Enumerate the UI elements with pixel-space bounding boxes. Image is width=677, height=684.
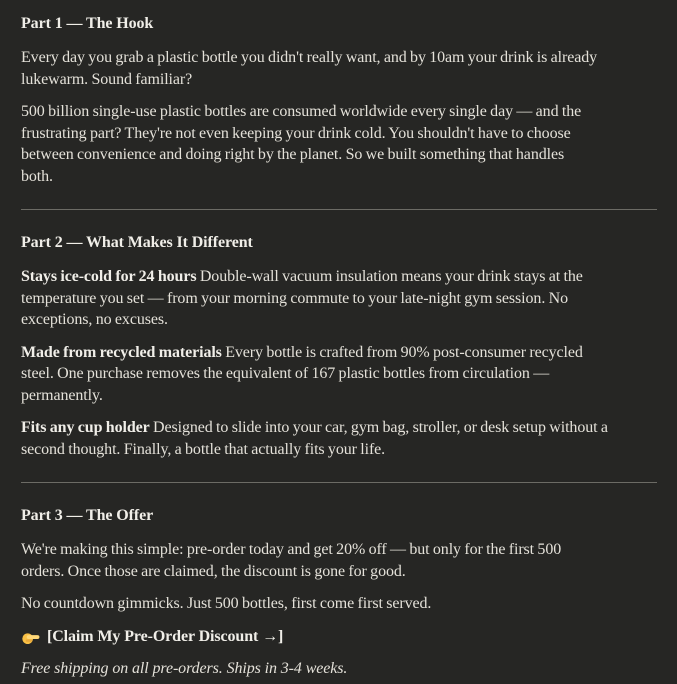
text-line: 500 billion single-use plastic bottles are consumed worldwide every single day — and the — [21, 103, 582, 120]
text-line: We're making this simple: pre-order today and get 20% off — but only for the first 500 — [21, 541, 562, 558]
section-divider — [21, 482, 657, 483]
feature-lead: Fits any cup holder — [21, 419, 150, 436]
text-line: temperature you set — from your morning commute to your late-night gym session. No — [21, 289, 568, 307]
paragraph — [21, 101, 657, 187]
section-part3 — [21, 505, 657, 680]
part2-heading: Part 2 — What Makes It Different — [21, 234, 253, 251]
feature-paragraph — [21, 342, 657, 407]
paragraph — [21, 539, 657, 582]
text-line: orders. Once those are claimed, the discount is gone for good. — [21, 562, 406, 580]
text-line — [21, 266, 657, 288]
text-line — [21, 342, 657, 364]
section-part2 — [21, 232, 657, 460]
text-line: lukewarm. Sound familiar? — [21, 70, 193, 88]
text-line: No countdown gimmicks. Just 500 bottles, first come first served. — [21, 595, 432, 612]
text-line: permanently. — [21, 386, 103, 404]
feature-text: Every bottle is crafted from 90% post-consumer recycled — [221, 343, 583, 361]
text-line: exceptions, no excuses. — [21, 311, 168, 328]
part1-heading: Part 1 — The Hook — [21, 15, 154, 32]
section-divider — [21, 209, 657, 210]
paragraph — [21, 47, 657, 90]
part3-heading: Part 3 — The Offer — [21, 507, 154, 524]
feature-paragraph — [21, 417, 657, 460]
feature-text: Designed to slide into your car, gym bag, stroller, or desk setup without a — [149, 419, 608, 436]
feature-paragraph — [21, 266, 657, 331]
text-line: between convenience and doing right by the planet. So we built something that handles — [21, 146, 565, 163]
cta-link[interactable] — [21, 626, 657, 648]
text-line — [21, 417, 657, 439]
pointing-right-icon — [21, 627, 40, 646]
text-line: frustrating part? They're not even keeping your drink cold. You shouldn't have to choose — [21, 124, 571, 142]
text-line: second thought. Finally, a bottle that actually fits your life. — [21, 440, 386, 458]
text-line: Every day you grab a plastic bottle you didn't really want, and by 10am your drink is already — [21, 49, 598, 66]
text-line: both. — [21, 167, 53, 185]
shipping-note: Free shipping on all pre-orders. Ships in 3-4 weeks. — [21, 660, 348, 677]
text-line: steel. One purchase removes the equivalent of 167 plastic bottles from circulation — — [21, 365, 550, 382]
section-part1 — [21, 13, 657, 187]
feature-lead: Made from recycled materials — [21, 343, 222, 361]
feature-text: Double-wall vacuum insulation means your drink stays at the — [196, 268, 583, 285]
cta-label: [Claim My Pre-Order Discount →] — [47, 627, 284, 645]
paragraph — [21, 593, 657, 615]
feature-lead: Stays ice-cold for 24 hours — [21, 268, 197, 285]
